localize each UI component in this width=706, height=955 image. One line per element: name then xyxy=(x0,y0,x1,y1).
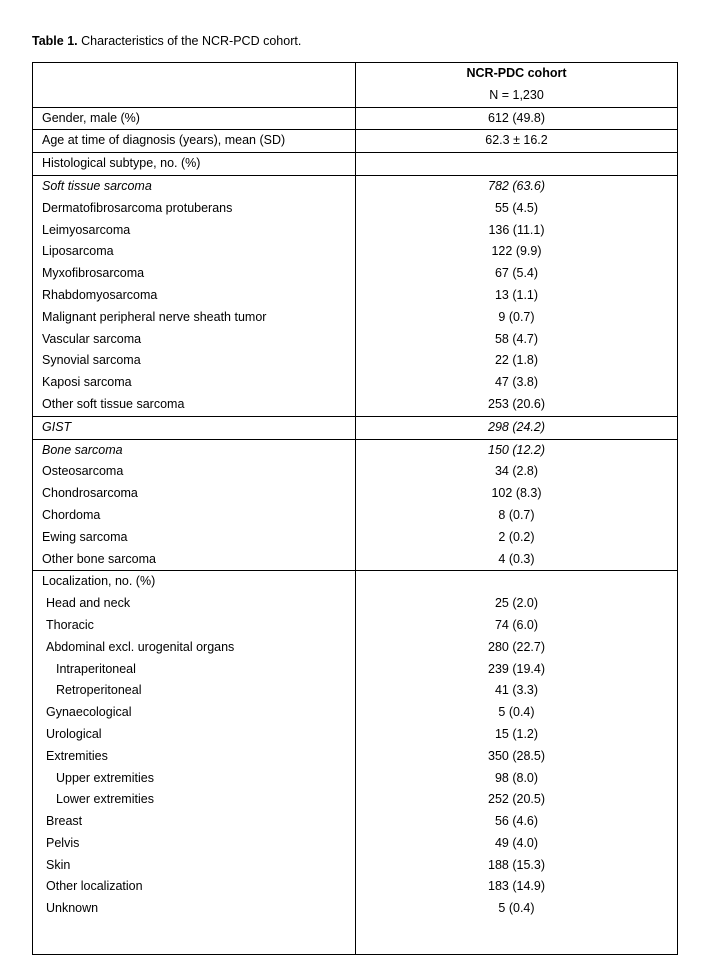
table-row xyxy=(33,593,678,615)
column-header-title: NCR-PDC cohort xyxy=(356,63,678,85)
row-value: 239 (19.4) xyxy=(356,659,678,681)
table-row xyxy=(33,702,678,724)
row-value: 74 (6.0) xyxy=(356,615,678,637)
row-label: Localization, no. (%) xyxy=(33,571,356,593)
row-value: 253 (20.6) xyxy=(356,394,678,416)
header-empty-cell xyxy=(33,85,356,107)
row-label: Urological xyxy=(33,724,356,746)
row-label: Pelvis xyxy=(33,833,356,855)
table-row xyxy=(33,527,678,549)
table-row xyxy=(33,107,678,130)
row-value: 183 (14.9) xyxy=(356,876,678,898)
table-row xyxy=(33,439,678,461)
row-label: Thoracic xyxy=(33,615,356,637)
row-label: Myxofibrosarcoma xyxy=(33,263,356,285)
table-row xyxy=(33,833,678,855)
table-row xyxy=(33,329,678,351)
row-label: Chordoma xyxy=(33,505,356,527)
table-spacer-row xyxy=(33,920,678,955)
row-label: Gender, male (%) xyxy=(33,107,356,130)
row-value: 98 (8.0) xyxy=(356,768,678,790)
row-value: 2 (0.2) xyxy=(356,527,678,549)
column-header-n: N = 1,230 xyxy=(356,85,678,107)
table-row xyxy=(33,898,678,920)
row-label: Soft tissue sarcoma xyxy=(33,175,356,197)
row-value: 4 (0.3) xyxy=(356,549,678,571)
row-value: 5 (0.4) xyxy=(356,898,678,920)
table-row xyxy=(33,483,678,505)
row-value: 15 (1.2) xyxy=(356,724,678,746)
header-empty-cell xyxy=(33,63,356,85)
row-label: Other localization xyxy=(33,876,356,898)
table-row xyxy=(33,505,678,527)
table-row xyxy=(33,153,678,176)
table-row xyxy=(33,746,678,768)
table-row xyxy=(33,571,678,593)
table-row xyxy=(33,789,678,811)
table-row xyxy=(33,680,678,702)
row-value: 41 (3.3) xyxy=(356,680,678,702)
row-value: 8 (0.7) xyxy=(356,505,678,527)
row-label: Kaposi sarcoma xyxy=(33,372,356,394)
row-label: Dermatofibrosarcoma protuberans xyxy=(33,198,356,220)
table-row xyxy=(33,461,678,483)
table-caption-label: Table 1. xyxy=(32,34,78,48)
row-label: Rhabdomyosarcoma xyxy=(33,285,356,307)
table-row xyxy=(33,855,678,877)
row-label: Intraperitoneal xyxy=(33,659,356,681)
table-caption xyxy=(32,34,301,48)
row-label: Synovial sarcoma xyxy=(33,350,356,372)
row-label: Vascular sarcoma xyxy=(33,329,356,351)
table-row xyxy=(33,175,678,197)
row-value: 136 (11.1) xyxy=(356,220,678,242)
row-value: 612 (49.8) xyxy=(356,107,678,130)
table-row xyxy=(33,394,678,416)
row-value: 47 (3.8) xyxy=(356,372,678,394)
row-label: Retroperitoneal xyxy=(33,680,356,702)
table-row xyxy=(33,724,678,746)
row-label: Malignant peripheral nerve sheath tumor xyxy=(33,307,356,329)
table-row xyxy=(33,615,678,637)
row-value: 298 (24.2) xyxy=(356,416,678,439)
row-value: 5 (0.4) xyxy=(356,702,678,724)
row-label: Gynaecological xyxy=(33,702,356,724)
row-label: Extremities xyxy=(33,746,356,768)
row-value: 22 (1.8) xyxy=(356,350,678,372)
row-label: GIST xyxy=(33,416,356,439)
row-label: Upper extremities xyxy=(33,768,356,790)
table-row xyxy=(33,659,678,681)
row-value: 49 (4.0) xyxy=(356,833,678,855)
table-row xyxy=(33,372,678,394)
row-value: 102 (8.3) xyxy=(356,483,678,505)
row-label: Unknown xyxy=(33,898,356,920)
row-label: Other soft tissue sarcoma xyxy=(33,394,356,416)
table-row xyxy=(33,811,678,833)
row-value: 188 (15.3) xyxy=(356,855,678,877)
table-row xyxy=(33,637,678,659)
row-label: Leimyosarcoma xyxy=(33,220,356,242)
row-value: 56 (4.6) xyxy=(356,811,678,833)
table-row xyxy=(33,220,678,242)
row-label: Osteosarcoma xyxy=(33,461,356,483)
row-label: Histological subtype, no. (%) xyxy=(33,153,356,176)
row-value: 9 (0.7) xyxy=(356,307,678,329)
spacer-cell xyxy=(356,920,678,955)
row-value: 350 (28.5) xyxy=(356,746,678,768)
row-value xyxy=(356,153,678,176)
table-row xyxy=(33,263,678,285)
row-label: Skin xyxy=(33,855,356,877)
table-row xyxy=(33,768,678,790)
row-label: Age at time of diagnosis (years), mean (SD) xyxy=(33,130,356,153)
row-label: Abdominal excl. urogenital organs xyxy=(33,637,356,659)
table-row xyxy=(33,130,678,153)
table-caption-text: Characteristics of the NCR-PCD cohort. xyxy=(77,34,302,48)
table-row xyxy=(33,416,678,439)
spacer-cell xyxy=(33,920,356,955)
row-value: 62.3 ± 16.2 xyxy=(356,130,678,153)
row-value: 55 (4.5) xyxy=(356,198,678,220)
table-row xyxy=(33,350,678,372)
row-value: 67 (5.4) xyxy=(356,263,678,285)
row-label: Lower extremities xyxy=(33,789,356,811)
table-row xyxy=(33,241,678,263)
row-value: 252 (20.5) xyxy=(356,789,678,811)
row-value: 122 (9.9) xyxy=(356,241,678,263)
row-value: 150 (12.2) xyxy=(356,439,678,461)
table-row xyxy=(33,549,678,571)
table-row xyxy=(33,198,678,220)
row-label: Breast xyxy=(33,811,356,833)
row-label: Ewing sarcoma xyxy=(33,527,356,549)
row-label: Bone sarcoma xyxy=(33,439,356,461)
row-value xyxy=(356,571,678,593)
row-value: 58 (4.7) xyxy=(356,329,678,351)
row-label: Other bone sarcoma xyxy=(33,549,356,571)
row-label: Head and neck xyxy=(33,593,356,615)
row-label: Chondrosarcoma xyxy=(33,483,356,505)
table-row xyxy=(33,285,678,307)
row-label: Liposarcoma xyxy=(33,241,356,263)
table-row xyxy=(33,307,678,329)
characteristics-table xyxy=(32,62,678,955)
table-row xyxy=(33,876,678,898)
row-value: 34 (2.8) xyxy=(356,461,678,483)
row-value: 782 (63.6) xyxy=(356,175,678,197)
row-value: 25 (2.0) xyxy=(356,593,678,615)
row-value: 280 (22.7) xyxy=(356,637,678,659)
row-value: 13 (1.1) xyxy=(356,285,678,307)
